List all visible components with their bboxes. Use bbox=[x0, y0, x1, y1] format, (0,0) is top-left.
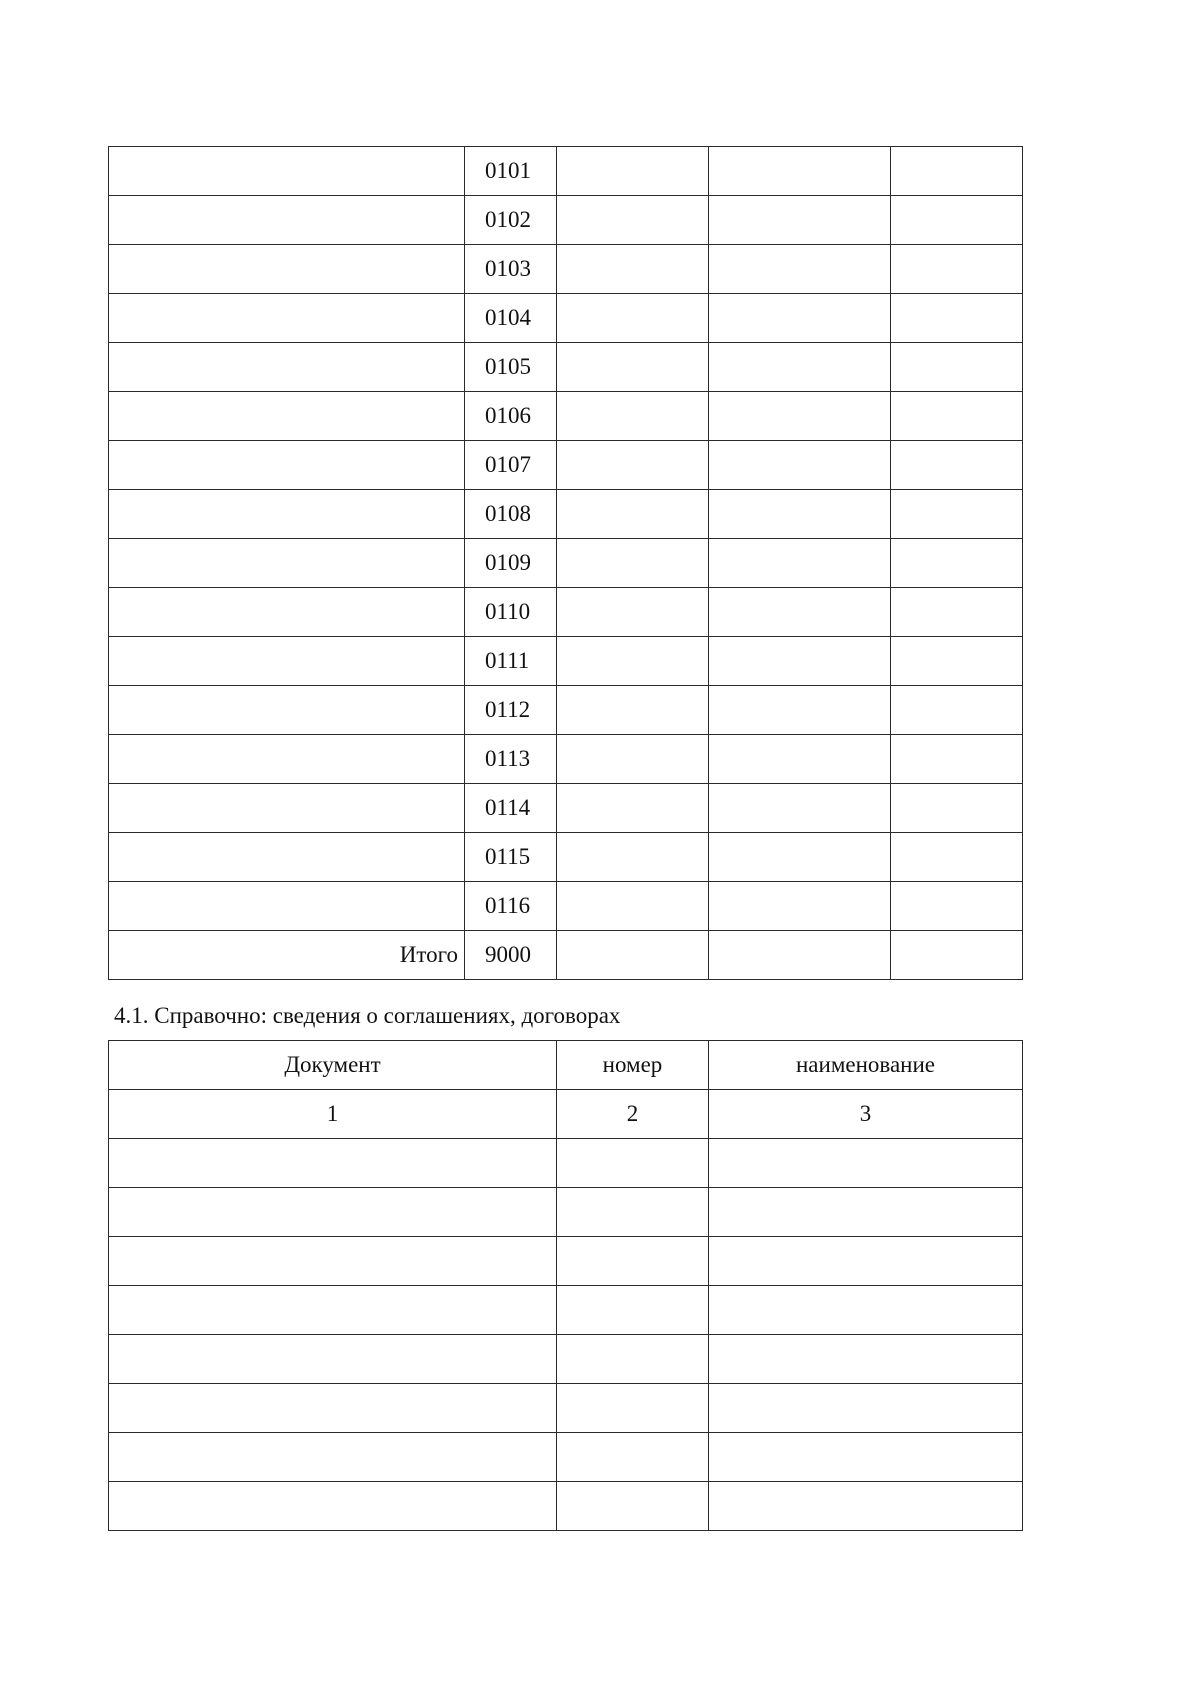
value-cell-1 bbox=[557, 735, 709, 784]
row-name-cell bbox=[109, 343, 465, 392]
value-cell-2 bbox=[709, 147, 891, 196]
number-cell bbox=[557, 1482, 709, 1531]
row-name-cell bbox=[109, 833, 465, 882]
name-cell bbox=[709, 1384, 1023, 1433]
header-document: Документ bbox=[109, 1041, 557, 1090]
section-4-1-heading: 4.1. Справочно: сведения о соглашениях, договорах bbox=[114, 1003, 621, 1028]
row-name-cell bbox=[109, 539, 465, 588]
value-cell-1 bbox=[557, 196, 709, 245]
row-name-cell bbox=[109, 490, 465, 539]
name-cell bbox=[709, 1286, 1023, 1335]
value-cell-3 bbox=[891, 833, 1023, 882]
value-cell-2 bbox=[709, 392, 891, 441]
value-cell-3 bbox=[891, 686, 1023, 735]
value-cell-3 bbox=[891, 539, 1023, 588]
table-row bbox=[109, 1237, 1023, 1286]
value-cell-1 bbox=[557, 147, 709, 196]
row-code-cell: 0104 bbox=[465, 294, 557, 343]
value-cell-1 bbox=[557, 490, 709, 539]
value-cell-3 bbox=[891, 882, 1023, 931]
table-row bbox=[109, 147, 1023, 196]
table-row bbox=[109, 490, 1023, 539]
value-cell-3 bbox=[891, 196, 1023, 245]
value-cell-2 bbox=[709, 833, 891, 882]
row-code-cell: 0115 bbox=[465, 833, 557, 882]
row-code-cell: 9000 bbox=[465, 931, 557, 980]
value-cell-1 bbox=[557, 637, 709, 686]
row-code-cell: 0111 bbox=[465, 637, 557, 686]
header-number: номер bbox=[557, 1041, 709, 1090]
value-cell-3 bbox=[891, 441, 1023, 490]
document-cell bbox=[109, 1335, 557, 1384]
table-row bbox=[109, 588, 1023, 637]
document-cell bbox=[109, 1482, 557, 1531]
agreements-header-row bbox=[109, 1041, 1023, 1090]
number-cell bbox=[557, 1335, 709, 1384]
value-cell-2 bbox=[709, 490, 891, 539]
table-row bbox=[109, 343, 1023, 392]
value-cell-2 bbox=[709, 588, 891, 637]
row-name-cell bbox=[109, 441, 465, 490]
value-cell-1 bbox=[557, 441, 709, 490]
row-code-cell: 0105 bbox=[465, 343, 557, 392]
row-name-cell bbox=[109, 637, 465, 686]
row-code-cell: 0108 bbox=[465, 490, 557, 539]
row-name-cell bbox=[109, 147, 465, 196]
table-row bbox=[109, 1286, 1023, 1335]
agreements-table-body bbox=[109, 1041, 1023, 1531]
table-row bbox=[109, 539, 1023, 588]
row-code-cell: 0112 bbox=[465, 686, 557, 735]
table-row bbox=[109, 833, 1023, 882]
value-cell-2 bbox=[709, 196, 891, 245]
table-row bbox=[109, 1335, 1023, 1384]
row-name-cell bbox=[109, 784, 465, 833]
table-row bbox=[109, 245, 1023, 294]
codes-table-body bbox=[109, 147, 1023, 980]
value-cell-2 bbox=[709, 735, 891, 784]
name-cell bbox=[709, 1482, 1023, 1531]
number-cell bbox=[557, 1237, 709, 1286]
agreements-column-numbers-row bbox=[109, 1090, 1023, 1139]
number-cell bbox=[557, 1384, 709, 1433]
row-code-cell: 0107 bbox=[465, 441, 557, 490]
table-row bbox=[109, 196, 1023, 245]
value-cell-1 bbox=[557, 392, 709, 441]
row-code-cell: 0102 bbox=[465, 196, 557, 245]
row-code-cell: 0110 bbox=[465, 588, 557, 637]
table-row bbox=[109, 735, 1023, 784]
number-cell bbox=[557, 1433, 709, 1482]
value-cell-3 bbox=[891, 294, 1023, 343]
value-cell-3 bbox=[891, 490, 1023, 539]
codes-table bbox=[108, 146, 1023, 980]
name-cell bbox=[709, 1335, 1023, 1384]
name-cell bbox=[709, 1237, 1023, 1286]
column-number-3: 3 bbox=[709, 1090, 1023, 1139]
value-cell-2 bbox=[709, 539, 891, 588]
row-name-cell bbox=[109, 294, 465, 343]
row-code-cell: 0106 bbox=[465, 392, 557, 441]
value-cell-2 bbox=[709, 784, 891, 833]
table-row bbox=[109, 931, 1023, 980]
row-name-cell: Итого bbox=[109, 931, 465, 980]
value-cell-2 bbox=[709, 245, 891, 294]
table-row bbox=[109, 1139, 1023, 1188]
value-cell-1 bbox=[557, 833, 709, 882]
number-cell bbox=[557, 1286, 709, 1335]
header-name: наименование bbox=[709, 1041, 1023, 1090]
value-cell-1 bbox=[557, 882, 709, 931]
table-row bbox=[109, 294, 1023, 343]
name-cell bbox=[709, 1433, 1023, 1482]
agreements-table bbox=[108, 1040, 1023, 1531]
value-cell-2 bbox=[709, 343, 891, 392]
value-cell-3 bbox=[891, 147, 1023, 196]
value-cell-1 bbox=[557, 343, 709, 392]
table-row bbox=[109, 637, 1023, 686]
table-row bbox=[109, 1188, 1023, 1237]
value-cell-2 bbox=[709, 931, 891, 980]
table-row bbox=[109, 784, 1023, 833]
row-name-cell bbox=[109, 245, 465, 294]
name-cell bbox=[709, 1188, 1023, 1237]
value-cell-1 bbox=[557, 931, 709, 980]
value-cell-2 bbox=[709, 637, 891, 686]
row-code-cell: 0103 bbox=[465, 245, 557, 294]
value-cell-1 bbox=[557, 784, 709, 833]
table-row bbox=[109, 686, 1023, 735]
value-cell-3 bbox=[891, 392, 1023, 441]
document-cell bbox=[109, 1139, 557, 1188]
row-code-cell: 0109 bbox=[465, 539, 557, 588]
row-code-cell: 0116 bbox=[465, 882, 557, 931]
document-cell bbox=[109, 1433, 557, 1482]
document-cell bbox=[109, 1237, 557, 1286]
value-cell-1 bbox=[557, 294, 709, 343]
document-cell bbox=[109, 1286, 557, 1335]
row-name-cell bbox=[109, 882, 465, 931]
value-cell-3 bbox=[891, 735, 1023, 784]
value-cell-2 bbox=[709, 686, 891, 735]
table-row bbox=[109, 392, 1023, 441]
column-number-1: 1 bbox=[109, 1090, 557, 1139]
table-row bbox=[109, 882, 1023, 931]
row-name-cell bbox=[109, 686, 465, 735]
column-number-2: 2 bbox=[557, 1090, 709, 1139]
value-cell-2 bbox=[709, 882, 891, 931]
value-cell-3 bbox=[891, 343, 1023, 392]
value-cell-3 bbox=[891, 588, 1023, 637]
value-cell-2 bbox=[709, 441, 891, 490]
table-row bbox=[109, 441, 1023, 490]
value-cell-3 bbox=[891, 245, 1023, 294]
table-row bbox=[109, 1433, 1023, 1482]
value-cell-1 bbox=[557, 686, 709, 735]
number-cell bbox=[557, 1139, 709, 1188]
row-name-cell bbox=[109, 196, 465, 245]
row-name-cell bbox=[109, 735, 465, 784]
row-name-cell bbox=[109, 588, 465, 637]
document-cell bbox=[109, 1188, 557, 1237]
value-cell-1 bbox=[557, 588, 709, 637]
row-name-cell bbox=[109, 392, 465, 441]
value-cell-3 bbox=[891, 931, 1023, 980]
name-cell bbox=[709, 1139, 1023, 1188]
value-cell-1 bbox=[557, 245, 709, 294]
number-cell bbox=[557, 1188, 709, 1237]
table-row bbox=[109, 1482, 1023, 1531]
value-cell-3 bbox=[891, 784, 1023, 833]
row-code-cell: 0113 bbox=[465, 735, 557, 784]
value-cell-3 bbox=[891, 637, 1023, 686]
table-row bbox=[109, 1384, 1023, 1433]
row-code-cell: 0114 bbox=[465, 784, 557, 833]
document-cell bbox=[109, 1384, 557, 1433]
value-cell-1 bbox=[557, 539, 709, 588]
row-code-cell: 0101 bbox=[465, 147, 557, 196]
value-cell-2 bbox=[709, 294, 891, 343]
